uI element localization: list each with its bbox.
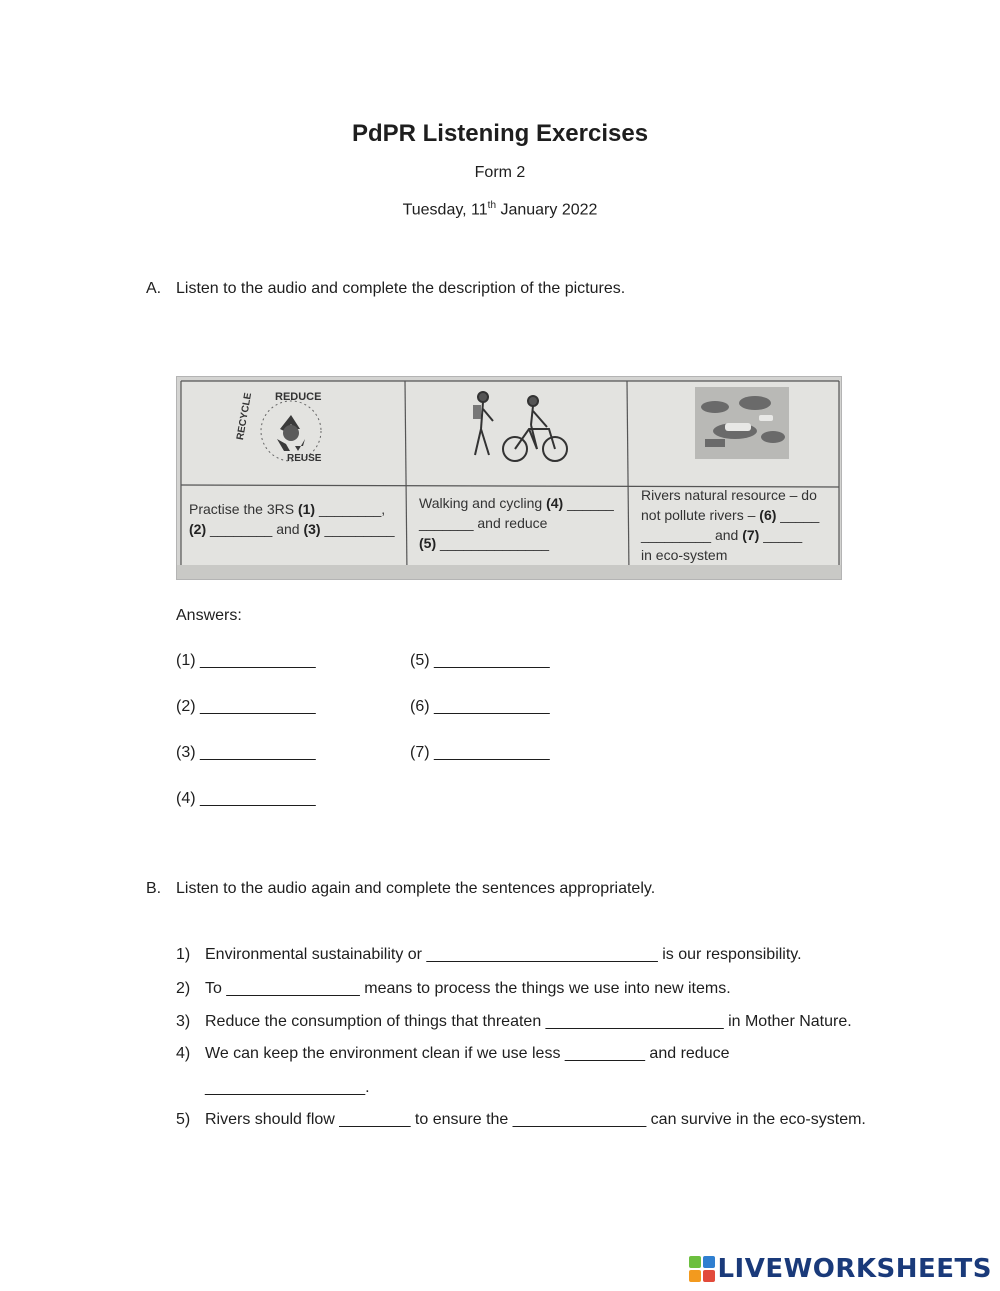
answer-1[interactable]: (1) _____________	[176, 652, 316, 669]
sentence-2-num: 2)	[176, 980, 191, 997]
cell-3-line2a: not pollute rivers –	[641, 507, 760, 523]
sentence-1-num: 1)	[176, 946, 191, 963]
cell-3-line2b: (6)	[759, 507, 777, 523]
liveworksheets-brand: LIVEWORKSHEETS	[717, 1254, 992, 1284]
date-prefix: Tuesday, 11	[402, 201, 488, 219]
sentence-4-text[interactable]: We can keep the environment clean if we use less _________ and reduce	[205, 1045, 730, 1062]
sentence-1	[176, 946, 802, 964]
date-sup: th	[487, 200, 497, 211]
cell-3-line3a: _________ and	[641, 527, 743, 543]
section-b-instruction	[146, 880, 966, 902]
sentence-5-text[interactable]: Rivers should flow ________ to ensure the _______________ can survive in the eco-system.	[205, 1111, 866, 1128]
cell-2-text	[419, 493, 624, 553]
section-a-instruction	[146, 280, 966, 302]
ring-word-reduce: REDUCE	[275, 391, 322, 403]
sentence-5-num: 5)	[176, 1111, 191, 1128]
date-line	[0, 200, 1000, 219]
section-b-text: Listen to the audio again and complete the sentences appropriately.	[176, 880, 656, 897]
cell-1-line2c: (3)	[303, 521, 321, 537]
cell-1-text	[189, 499, 401, 539]
sentence-2	[176, 980, 731, 998]
ring-word-reuse: REUSE	[287, 453, 322, 464]
section-a-text: Listen to the audio and complete the description of the pictures.	[176, 280, 626, 297]
answer-6[interactable]: (6) _____________	[410, 698, 550, 715]
cell-3-line4: in eco-system	[641, 547, 728, 563]
section-b-label: B.	[146, 880, 162, 897]
cell-1-line1c: ________,	[315, 501, 386, 517]
sentence-4-cont[interactable]: __________________.	[205, 1079, 370, 1096]
cell-2-line3b: ______________	[436, 535, 550, 551]
sentence-4-num: 4)	[176, 1045, 191, 1062]
cell-1-line2b: ________ and	[206, 521, 304, 537]
answer-4[interactable]: (4) _____________	[176, 790, 316, 807]
sentence-2-text[interactable]: To _______________ means to process the things we use into new items.	[205, 980, 731, 997]
cell-2-line1b: (4)	[546, 495, 564, 511]
polluted-river-icon	[695, 387, 789, 459]
answers-label: Answers:	[176, 607, 242, 624]
cell-2-line2: _______ and reduce	[419, 515, 548, 531]
form-label: Form 2	[474, 164, 526, 181]
sentence-3-num: 3)	[176, 1013, 191, 1030]
sentence-4	[176, 1045, 730, 1063]
sentence-3	[176, 1013, 852, 1031]
page-title: PdPR Listening Exercises	[351, 120, 649, 147]
sentence-3-text[interactable]: Reduce the consumption of things that threaten ____________________ in Mother Nature.	[205, 1013, 852, 1030]
liveworksheets-logo[interactable]	[689, 1252, 992, 1286]
cell-3-line3b: (7)	[742, 527, 760, 543]
sentence-1-text[interactable]: Environmental sustainability or __________________________ is our responsibility.	[205, 946, 802, 963]
cell-1-line2a: (2)	[189, 521, 207, 537]
cell-2-line1a: Walking and cycling	[419, 495, 547, 511]
answer-3[interactable]: (3) _____________	[176, 744, 316, 761]
answer-7[interactable]: (7) _____________	[410, 744, 550, 761]
ring-word-recycle: RECYCLE	[235, 391, 255, 441]
liveworksheets-logo-icon	[689, 1256, 715, 1282]
answer-2[interactable]: (2) _____________	[176, 698, 316, 715]
section-a-label: A.	[146, 280, 162, 297]
cell-3-line1: Rivers natural resource – do	[641, 487, 817, 503]
cell-3-line3c: _____	[759, 527, 803, 543]
textbook-picture	[176, 376, 842, 580]
walk-cycle-icon	[467, 387, 577, 469]
cell-2-line3a: (5)	[419, 535, 437, 551]
cell-1-line1a: Practise the 3RS	[189, 501, 298, 517]
cell-1-line2d: _________	[320, 521, 395, 537]
date-suffix: January 2022	[496, 201, 598, 219]
answer-5[interactable]: (5) _____________	[410, 652, 550, 669]
cell-3-text	[641, 485, 837, 565]
cell-2-line1c: ______	[563, 495, 614, 511]
cell-1-line1b: (1)	[297, 501, 316, 517]
cell-3-line2c: _____	[776, 507, 820, 523]
sentence-5	[176, 1111, 866, 1129]
